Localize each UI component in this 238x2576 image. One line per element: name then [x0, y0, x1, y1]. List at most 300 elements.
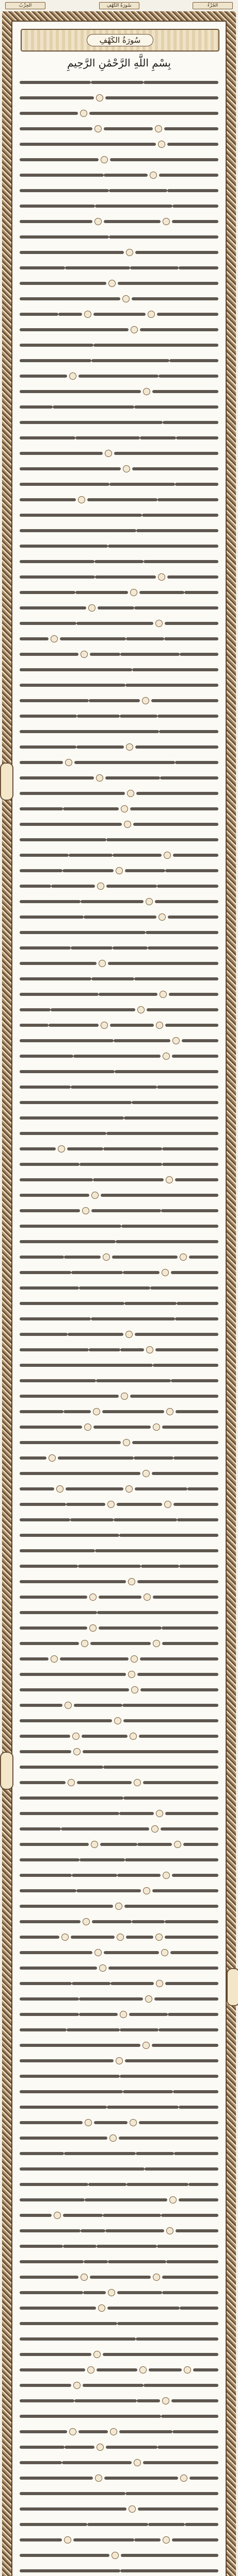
calligraphy-stroke [20, 205, 95, 208]
ayah-marker-icon [54, 2212, 61, 2219]
calligraphy-stroke [20, 993, 99, 996]
calligraphy-stroke [104, 220, 161, 223]
verse-line [20, 1035, 218, 1047]
calligraphy-stroke [20, 2554, 109, 2557]
calligraphy-stroke [20, 1951, 92, 1954]
verse-line [20, 586, 218, 599]
verse-line [20, 1823, 218, 1835]
verse-line [20, 1792, 218, 1804]
calligraphy-stroke [134, 2538, 161, 2541]
calligraphy-stroke [142, 514, 218, 517]
calligraphy-stroke [64, 2152, 136, 2155]
calligraphy-stroke [20, 1163, 80, 1166]
verse-line [20, 2317, 218, 2330]
calligraphy-stroke [20, 1858, 80, 1861]
verse-line [20, 1498, 218, 1511]
calligraphy-stroke [71, 1271, 123, 1274]
calligraphy-stroke [95, 575, 155, 579]
verse-text-block [20, 76, 218, 2576]
verse-line [20, 354, 218, 367]
calligraphy-stroke [165, 1812, 218, 1815]
ayah-marker-icon [125, 1331, 133, 1338]
calligraphy-stroke [91, 81, 144, 84]
verse-line [20, 1405, 218, 1418]
calligraphy-stroke [20, 498, 76, 501]
calligraphy-stroke [183, 1843, 218, 1846]
ayah-marker-icon [150, 172, 157, 179]
calligraphy-stroke [20, 715, 77, 718]
calligraphy-stroke [20, 235, 109, 239]
verse-line [20, 1869, 218, 1882]
ayah-marker-icon [184, 2366, 191, 2374]
calligraphy-stroke [20, 838, 106, 841]
calligraphy-stroke [20, 2229, 81, 2232]
calligraphy-stroke [73, 1055, 161, 1058]
calligraphy-stroke [20, 1379, 96, 1382]
verse-line [20, 1854, 218, 1866]
verse-line [20, 895, 218, 908]
calligraphy-stroke [20, 2446, 65, 2449]
ayah-marker-icon [142, 2042, 150, 2049]
calligraphy-stroke [69, 854, 113, 857]
calligraphy-stroke [20, 2492, 125, 2495]
calligraphy-stroke [20, 1178, 93, 1181]
calligraphy-stroke [20, 2569, 120, 2572]
verse-line [20, 2302, 218, 2314]
calligraphy-stroke [82, 1735, 128, 1738]
verse-line [20, 1699, 218, 1711]
ayah-marker-icon [84, 311, 91, 318]
calligraphy-stroke [20, 591, 75, 594]
calligraphy-stroke [20, 1688, 129, 1691]
calligraphy-stroke [20, 158, 99, 161]
ayah-marker-icon [134, 2459, 141, 2466]
calligraphy-stroke [76, 745, 124, 749]
ayah-marker-icon [158, 141, 165, 148]
ayah-marker-icon [153, 1640, 160, 1647]
calligraphy-stroke [20, 1905, 113, 1908]
calligraphy-stroke [126, 2183, 188, 2186]
verse-line [20, 1344, 218, 1356]
verse-line [20, 1668, 218, 1681]
ayah-marker-icon [114, 1717, 121, 1724]
calligraphy-stroke [67, 2028, 120, 2031]
ayah-marker-icon [155, 125, 162, 132]
calligraphy-stroke [20, 792, 125, 795]
calligraphy-stroke [125, 1858, 218, 1861]
calligraphy-stroke [176, 2229, 218, 2232]
ayah-marker-icon [81, 2274, 88, 2281]
calligraphy-stroke [107, 2307, 180, 2310]
verse-line [20, 2225, 218, 2237]
calligraphy-stroke [20, 189, 109, 192]
verse-line [20, 2426, 218, 2438]
verse-line [20, 1313, 218, 1325]
calligraphy-stroke [20, 1132, 106, 1135]
calligraphy-stroke [132, 297, 218, 300]
verse-line [20, 1452, 218, 1464]
calligraphy-stroke [162, 1163, 218, 1166]
calligraphy-stroke [20, 1271, 71, 1274]
calligraphy-stroke [124, 1905, 218, 1908]
calligraphy-stroke [93, 344, 218, 347]
calligraphy-stroke [149, 2368, 182, 2371]
calligraphy-stroke [20, 699, 89, 702]
calligraphy-stroke [105, 2229, 165, 2232]
verse-line [20, 385, 218, 398]
verse-line [20, 463, 218, 475]
calligraphy-stroke [180, 653, 218, 656]
verse-line [20, 123, 218, 135]
ayah-marker-icon [145, 1995, 152, 2003]
calligraphy-stroke [99, 1626, 162, 1630]
ayah-marker-icon [151, 1825, 158, 1833]
calligraphy-stroke [167, 189, 218, 192]
ayah-marker-icon [80, 110, 87, 117]
calligraphy-stroke [20, 127, 92, 130]
calligraphy-stroke [97, 1611, 218, 1614]
ayah-marker-icon [153, 2274, 160, 2281]
calligraphy-stroke [173, 2090, 218, 2093]
calligraphy-stroke [114, 1518, 177, 1521]
calligraphy-stroke [179, 2106, 218, 2109]
calligraphy-stroke [20, 653, 78, 656]
calligraphy-stroke [83, 2384, 144, 2387]
verse-line [20, 849, 218, 861]
calligraphy-stroke [123, 1719, 218, 1722]
ayah-marker-icon [96, 94, 103, 101]
ayah-marker-icon [82, 1207, 89, 1214]
ayah-marker-icon [58, 1145, 65, 1153]
calligraphy-stroke [64, 1256, 101, 1259]
calligraphy-stroke [20, 668, 132, 671]
verse-line [20, 1375, 218, 1387]
calligraphy-stroke [20, 1024, 49, 1027]
ayah-marker-icon [124, 821, 131, 828]
calligraphy-stroke [85, 2198, 168, 2201]
verse-line [20, 432, 218, 444]
calligraphy-stroke [99, 993, 157, 996]
calligraphy-stroke [20, 251, 124, 254]
calligraphy-stroke [157, 885, 218, 888]
ayah-marker-icon [139, 2366, 147, 2374]
calligraphy-stroke [53, 405, 134, 409]
calligraphy-stroke [179, 266, 219, 269]
verse-line [20, 1483, 218, 1495]
calligraphy-stroke [20, 1781, 66, 1784]
calligraphy-stroke [143, 2461, 218, 2464]
ayah-marker-icon [158, 913, 166, 921]
calligraphy-stroke [100, 1843, 137, 1846]
calligraphy-stroke [102, 1410, 164, 1413]
calligraphy-stroke [20, 2461, 62, 2464]
verse-line [20, 1158, 218, 1171]
calligraphy-stroke [104, 2477, 178, 2480]
calligraphy-stroke [20, 1472, 140, 1475]
calligraphy-stroke [150, 1286, 219, 1290]
calligraphy-stroke [125, 684, 218, 687]
calligraphy-stroke [20, 2121, 83, 2124]
calligraphy-stroke [20, 745, 76, 749]
calligraphy-stroke [167, 575, 219, 579]
calligraphy-stroke [106, 885, 157, 888]
side-ornament-icon [0, 762, 13, 801]
calligraphy-stroke [81, 2229, 105, 2232]
verse-line [20, 648, 218, 660]
calligraphy-stroke [80, 1858, 124, 1861]
calligraphy-stroke [20, 1086, 71, 1089]
calligraphy-stroke [20, 2167, 145, 2171]
calligraphy-stroke [126, 1936, 153, 1939]
calligraphy-stroke [134, 977, 218, 980]
verse-line [20, 2549, 218, 2562]
ayah-marker-icon [68, 1779, 75, 1786]
basmala: بِسْمِ اللَّهِ الرَّحْمَٰنِ الرَّحِيمِ [67, 57, 171, 69]
ayah-marker-icon [109, 2134, 117, 2142]
calligraphy-stroke [20, 143, 156, 146]
calligraphy-stroke [20, 1750, 71, 1753]
calligraphy-stroke [20, 2183, 88, 2186]
calligraphy-stroke [164, 127, 218, 130]
calligraphy-stroke [20, 1286, 79, 1290]
calligraphy-stroke [20, 2353, 91, 2356]
verse-line [20, 1266, 218, 1279]
calligraphy-stroke [20, 1116, 124, 1120]
verse-line [20, 2055, 218, 2067]
calligraphy-stroke [108, 2260, 167, 2263]
calligraphy-stroke [78, 375, 158, 378]
calligraphy-stroke [173, 854, 218, 857]
verse-line [20, 1838, 218, 1851]
ayah-marker-icon [131, 326, 138, 333]
calligraphy-stroke [20, 1843, 89, 1846]
calligraphy-stroke [20, 1456, 46, 1460]
calligraphy-stroke [20, 1101, 132, 1104]
calligraphy-stroke [172, 2430, 218, 2433]
verse-line [20, 246, 218, 259]
calligraphy-stroke [133, 823, 218, 826]
calligraphy-stroke [20, 637, 49, 640]
calligraphy-stroke [20, 931, 146, 934]
calligraphy-stroke [180, 2307, 218, 2310]
verse-line [20, 1390, 218, 1402]
calligraphy-stroke [20, 2276, 78, 2279]
calligraphy-stroke [62, 2461, 132, 2464]
calligraphy-stroke [165, 1982, 218, 1985]
calligraphy-stroke [20, 684, 125, 687]
calligraphy-stroke [165, 869, 218, 872]
ayah-marker-icon [73, 2382, 81, 2389]
ayah-marker-icon [169, 2196, 177, 2204]
calligraphy-stroke [20, 1920, 81, 1923]
verse-line [20, 1885, 218, 1897]
calligraphy-stroke [90, 653, 120, 656]
surah-title-banner [21, 29, 219, 52]
calligraphy-stroke [152, 1472, 218, 1475]
verse-line [20, 555, 218, 568]
verse-line [20, 1436, 218, 1449]
calligraphy-stroke [20, 2059, 114, 2062]
calligraphy-stroke [90, 2276, 151, 2279]
verse-line [20, 1359, 218, 1371]
ayah-marker-icon [110, 2428, 117, 2435]
calligraphy-stroke [20, 2245, 63, 2248]
calligraphy-stroke [65, 266, 130, 269]
calligraphy-stroke [20, 313, 58, 316]
verse-line [20, 2070, 218, 2082]
calligraphy-stroke [135, 745, 218, 749]
ayah-marker-icon [88, 604, 96, 612]
calligraphy-stroke [139, 1735, 218, 1738]
calligraphy-stroke [66, 1487, 123, 1490]
verse-line [20, 2147, 218, 2160]
calligraphy-stroke [172, 220, 218, 223]
verse-line [20, 2086, 218, 2098]
verse-line [20, 1946, 218, 1959]
calligraphy-stroke [64, 1410, 91, 1413]
calligraphy-stroke [171, 1271, 218, 1274]
calligraphy-stroke [159, 174, 218, 177]
calligraphy-stroke [20, 2090, 123, 2093]
calligraphy-stroke [155, 1348, 218, 1351]
calligraphy-stroke [20, 1827, 61, 1831]
calligraphy-stroke [159, 730, 218, 733]
ayah-marker-icon [155, 1934, 163, 1941]
calligraphy-stroke [179, 2198, 218, 2201]
ayah-marker-icon [91, 1841, 98, 1848]
calligraphy-stroke [20, 776, 94, 779]
ayah-marker-icon [126, 249, 133, 256]
calligraphy-stroke [77, 715, 120, 718]
ayah-marker-icon [163, 1872, 170, 1879]
calligraphy-stroke [93, 1178, 164, 1181]
ayah-marker-icon [164, 1501, 171, 1508]
ayah-marker-icon [166, 1176, 173, 1183]
verse-line [20, 2163, 218, 2175]
calligraphy-stroke [162, 1426, 218, 1429]
calligraphy-stroke [83, 2291, 106, 2294]
calligraphy-stroke [92, 1920, 132, 1923]
ayah-marker-icon [97, 2444, 104, 2451]
calligraphy-stroke [157, 498, 218, 501]
calligraphy-stroke [124, 1302, 177, 1305]
calligraphy-stroke [172, 205, 218, 208]
calligraphy-stroke [20, 514, 142, 517]
calligraphy-stroke [148, 2523, 185, 2526]
calligraphy-stroke [71, 946, 113, 950]
verse-line [20, 1931, 218, 1943]
verse-line [20, 2503, 218, 2515]
calligraphy-stroke [20, 1410, 64, 1413]
calligraphy-stroke [20, 2152, 64, 2155]
calligraphy-stroke [20, 1936, 59, 1939]
calligraphy-stroke [20, 1812, 119, 1815]
ayah-marker-icon [101, 1022, 108, 1029]
verse-line [20, 2116, 218, 2129]
calligraphy-stroke [84, 916, 156, 919]
ayah-marker-icon [93, 2351, 101, 2358]
verse-line [20, 107, 218, 120]
calligraphy-stroke [119, 1534, 218, 1537]
verse-line [20, 725, 218, 738]
calligraphy-stroke [20, 1487, 54, 1490]
verse-line [20, 741, 218, 753]
verse-line [20, 447, 218, 460]
ayah-marker-icon [93, 1408, 100, 1415]
calligraphy-stroke [20, 405, 53, 409]
calligraphy-stroke [20, 467, 121, 470]
calligraphy-stroke [20, 2260, 84, 2263]
calligraphy-stroke [132, 1101, 218, 1104]
ayah-marker-icon [120, 2011, 127, 2018]
verse-line [20, 1560, 218, 1572]
ayah-marker-icon [56, 1485, 64, 1493]
ayah-marker-icon [144, 1594, 151, 1601]
calligraphy-stroke [175, 761, 218, 764]
side-ornament-icon [0, 1752, 13, 1790]
calligraphy-stroke [20, 1997, 79, 2001]
calligraphy-stroke [20, 854, 69, 857]
ayah-marker-icon [158, 573, 165, 581]
verse-line [20, 277, 218, 290]
calligraphy-stroke [20, 452, 103, 455]
side-ornament-icon [227, 1968, 238, 2006]
calligraphy-stroke [162, 1642, 218, 1645]
calligraphy-stroke [162, 2291, 218, 2294]
calligraphy-stroke [20, 1534, 119, 1537]
verse-line [20, 1622, 218, 1634]
calligraphy-stroke [20, 1874, 72, 1877]
calligraphy-stroke [176, 1410, 218, 1413]
calligraphy-stroke [119, 2137, 218, 2140]
calligraphy-stroke [129, 2013, 168, 2016]
calligraphy-stroke [126, 637, 164, 640]
verse-line [20, 1112, 218, 1124]
calligraphy-stroke [176, 436, 218, 439]
calligraphy-stroke [106, 1132, 218, 1135]
verse-line [20, 1251, 218, 1263]
calligraphy-stroke [157, 1086, 218, 1089]
calligraphy-stroke [20, 1039, 114, 1042]
ayah-marker-icon [95, 2475, 102, 2482]
ayah-marker-icon [121, 805, 128, 812]
verse-line [20, 818, 218, 831]
calligraphy-stroke [20, 2538, 62, 2541]
verse-line [20, 1235, 218, 1248]
ayah-marker-icon [108, 2289, 115, 2296]
verse-line [20, 787, 218, 800]
calligraphy-stroke [132, 1920, 165, 1923]
calligraphy-stroke [74, 761, 175, 764]
calligraphy-stroke [71, 1936, 115, 1939]
verse-line [20, 524, 218, 537]
ayah-marker-icon [143, 388, 150, 395]
calligraphy-stroke [20, 2337, 136, 2341]
calligraphy-stroke [144, 560, 218, 563]
calligraphy-stroke [66, 1503, 106, 1506]
calligraphy-stroke [140, 436, 176, 439]
calligraphy-stroke [106, 838, 218, 841]
calligraphy-stroke [72, 1982, 110, 1985]
verse-line [20, 2518, 218, 2531]
calligraphy-stroke [20, 2137, 107, 2140]
ayah-marker-icon [49, 1454, 56, 1462]
calligraphy-stroke [20, 1008, 51, 1011]
calligraphy-stroke [172, 2538, 218, 2541]
calligraphy-stroke [91, 977, 134, 980]
calligraphy-stroke [177, 1518, 218, 1521]
calligraphy-stroke [105, 96, 218, 99]
